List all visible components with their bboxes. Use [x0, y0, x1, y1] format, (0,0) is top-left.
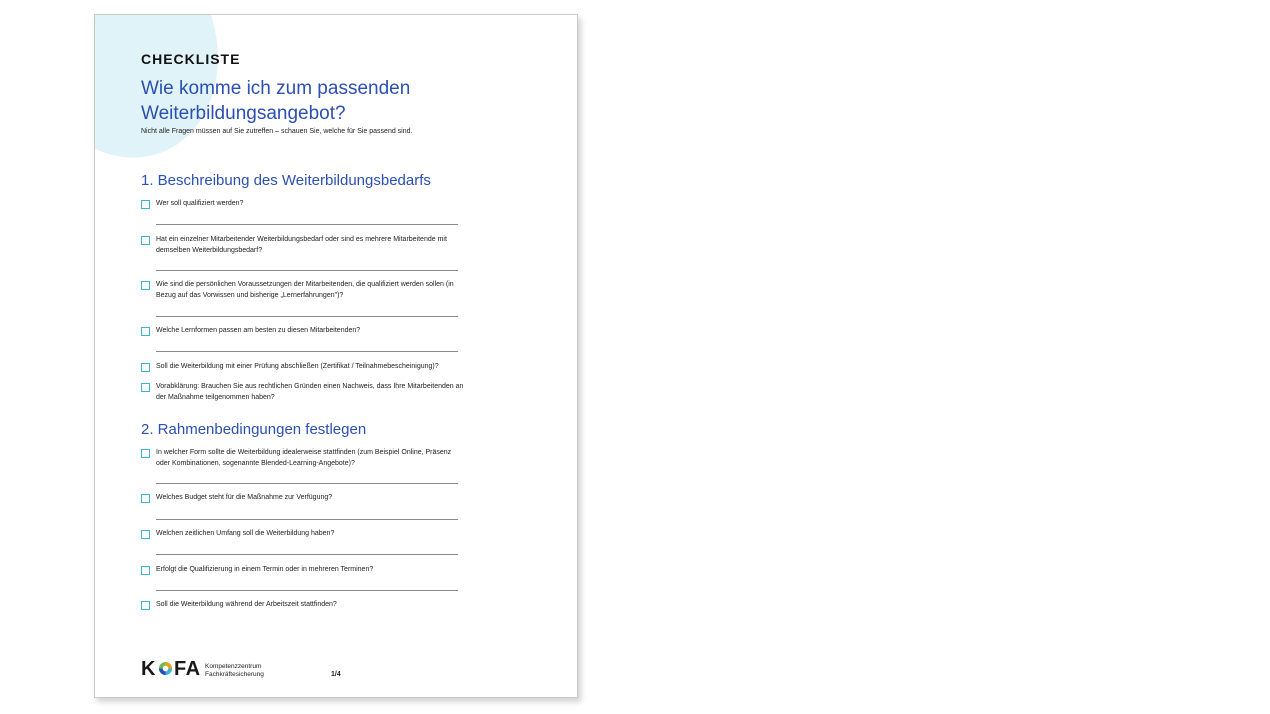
question-text: Wie sind die persönlichen Voraussetzungen der Mitarbeitenden, die qualifiziert werden sollen (in Bezug auf das Vorwissen und bisherige „Lernerfahrungen")? — [156, 281, 454, 299]
document-label: CHECKLISTE — [141, 51, 241, 67]
question-text: Erfolgt die Qualifizierung in einem Termin oder in mehreren Terminen? — [156, 566, 374, 573]
logo-subtitle — [205, 663, 264, 679]
page-title: Wie komme ich zum passenden Weiterbildungsangebot? — [141, 78, 411, 124]
answer-line[interactable] — [156, 554, 458, 555]
checkbox[interactable] — [141, 383, 150, 392]
answer-line[interactable] — [156, 590, 458, 591]
page-subtitle: Nicht alle Fragen müssen auf Sie zutreffen – schauen Sie, welche für Sie passend sind. — [141, 128, 413, 135]
answer-line[interactable] — [156, 270, 458, 271]
question-text: Soll die Weiterbildung während der Arbeitszeit stattfinden? — [156, 601, 337, 608]
question-text: In welcher Form sollte die Weiterbildung idealerweise stattfinden (zum Beispiel Online, Präsenz oder Kombinationen, sogenannte Blended-Learning-Angebote)? — [156, 449, 452, 467]
page-number: 1/4 — [331, 671, 341, 678]
question-text: Welche Lernformen passen am besten zu diesen Mitarbeitenden? — [156, 327, 361, 334]
document-page — [94, 14, 578, 698]
logo-ring-icon — [158, 661, 173, 676]
checkbox[interactable] — [141, 363, 150, 372]
checkbox[interactable] — [141, 566, 150, 575]
question-text: Soll die Weiterbildung mit einer Prüfung abschließen (Zertifikat / Teilnahmebescheinigung)? — [156, 363, 439, 370]
logo-letter-k: K — [141, 658, 155, 680]
question-text: Wer soll qualifiziert werden? — [156, 200, 244, 207]
section-heading-2: 2. Rahmenbedingungen festlegen — [141, 421, 367, 438]
checkbox[interactable] — [141, 530, 150, 539]
checkbox[interactable] — [141, 281, 150, 290]
logo-subtitle-line1: Kompetenzzentrum — [205, 663, 262, 670]
checkbox[interactable] — [141, 200, 150, 209]
answer-line[interactable] — [156, 519, 458, 520]
answer-line[interactable] — [156, 351, 458, 352]
answer-line[interactable] — [156, 483, 458, 484]
checkbox[interactable] — [141, 449, 150, 458]
question-text: Welches Budget steht für die Maßnahme zur Verfügung? — [156, 494, 333, 501]
answer-line[interactable] — [156, 224, 458, 225]
question-text: Welchen zeitlichen Umfang soll die Weiterbildung haben? — [156, 530, 335, 537]
checkbox[interactable] — [141, 236, 150, 245]
answer-line[interactable] — [156, 316, 458, 317]
logo-letters-fa: FA — [174, 658, 201, 680]
question-text: Hat ein einzelner Mitarbeitender Weiterbildungsbedarf oder sind es mehrere Mitarbeitende mit demselben Weiterbildungsbedarf? — [156, 236, 447, 254]
section-heading-1: 1. Beschreibung des Weiterbildungsbedarfs — [141, 172, 431, 189]
checkbox[interactable] — [141, 494, 150, 503]
checkbox[interactable] — [141, 601, 150, 610]
logo-subtitle-line2: Fachkräftesicherung — [205, 671, 264, 678]
question-text: Vorabklärung: Brauchen Sie aus rechtlichen Gründen einen Nachweis, dass Ihre Mitarbeitenden an der Maßnahme teilgenommen haben? — [156, 383, 464, 401]
checkbox[interactable] — [141, 327, 150, 336]
